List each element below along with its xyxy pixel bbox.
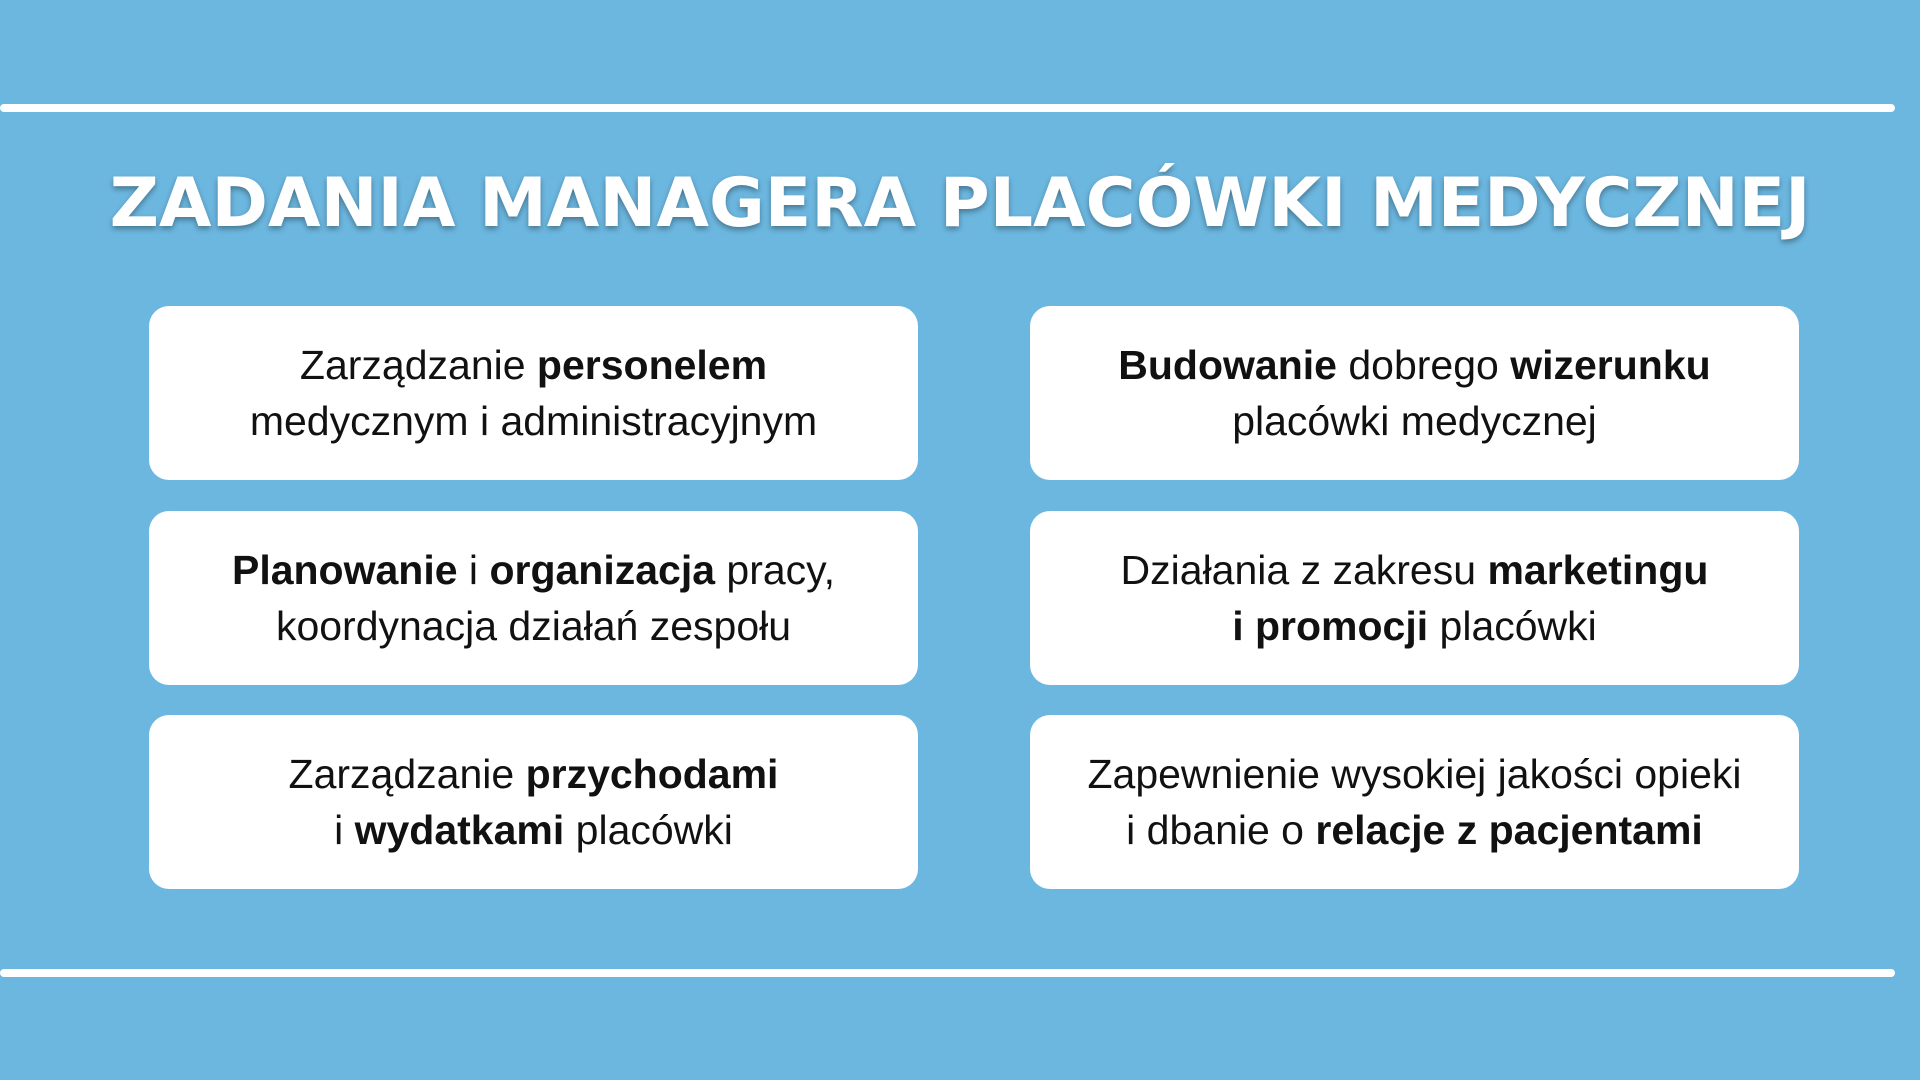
card-line: Zarządzanie personelem	[299, 342, 768, 388]
card-line: Planowanie i organizacja pracy,	[231, 547, 836, 593]
card-line: medycznym i administracyjnym	[249, 398, 818, 444]
task-card-care-quality	[1030, 715, 1799, 889]
card-line: Zarządzanie przychodami	[288, 751, 779, 797]
task-card-staff	[149, 306, 918, 480]
task-card-finance	[149, 715, 918, 889]
card-line: i promocji placówki	[1232, 603, 1597, 649]
card-line: placówki medycznej	[1232, 398, 1597, 444]
card-line: Zapewnienie wysokiej jakości opieki	[1087, 751, 1742, 797]
page-title: ZADANIA MANAGERA PLACÓWKI MEDYCZNEJ	[109, 164, 1811, 243]
card-line: i wydatkami placówki	[334, 807, 733, 853]
task-card-image	[1030, 306, 1799, 480]
task-card-marketing	[1030, 511, 1799, 685]
card-line: i dbanie o relacje z pacjentami	[1126, 807, 1703, 853]
task-card-planning	[149, 511, 918, 685]
card-line: Działania z zakresu marketingu	[1120, 547, 1709, 593]
card-line: Budowanie dobrego wizerunku	[1118, 342, 1711, 388]
card-line: koordynacja działań zespołu	[275, 603, 792, 649]
top-divider	[0, 104, 1895, 112]
bottom-divider	[0, 969, 1895, 977]
